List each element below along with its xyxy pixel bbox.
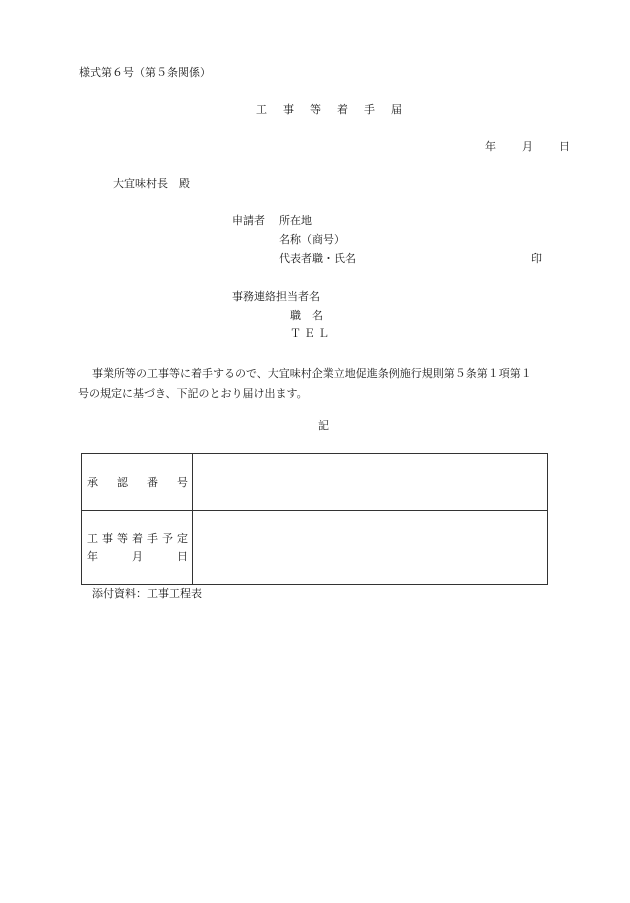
label-char: 予	[162, 531, 173, 545]
date-month: 月	[522, 140, 533, 153]
title-char: 届	[391, 103, 402, 116]
date-line	[485, 141, 570, 152]
table-row-approval	[82, 454, 548, 511]
schedule-date-field[interactable]	[193, 511, 548, 585]
body-line-1: 事業所等の工事等に着手するので、大宜味村企業立地促進条例施行規則第５条第１項第１	[92, 367, 532, 380]
title-char: 手	[364, 103, 375, 116]
title-char: 等	[310, 103, 321, 116]
label-char: 番	[147, 476, 158, 489]
document-title	[256, 104, 402, 115]
label-char: 承	[87, 476, 98, 489]
label-char: 事	[102, 531, 113, 545]
label-char: 号	[177, 476, 188, 489]
label-char: 認	[117, 476, 128, 489]
label-char: 年	[87, 549, 98, 563]
body-line-2: 号の規定に基づき、下記のとおり届け出ます。	[78, 387, 308, 400]
label-char: 着	[132, 531, 143, 545]
recipient: 大宜味村長 殿	[113, 177, 190, 190]
date-year: 年	[485, 140, 496, 153]
schedule-date-label	[82, 511, 193, 585]
ki-heading: 記	[318, 419, 329, 432]
company-name-label: 名称（商号）	[279, 233, 345, 246]
position-label: 職 名	[290, 309, 323, 322]
label-char: 工	[87, 531, 98, 545]
attachment-note: 添付資料：工事工程表	[92, 587, 202, 600]
approval-number-label	[82, 454, 193, 511]
tel-label: ＴＥＬ	[290, 327, 332, 340]
form-number: 様式第６号（第５条関係）	[79, 66, 211, 79]
label-char: 定	[177, 531, 188, 545]
table-row-schedule	[82, 511, 548, 585]
title-char: 着	[337, 103, 348, 116]
title-char: 事	[283, 103, 294, 116]
title-char: 工	[256, 103, 267, 116]
address-label: 所在地	[279, 214, 312, 227]
representative-label: 代表者職・氏名	[279, 252, 356, 265]
date-day: 日	[559, 140, 570, 153]
label-char: 手	[147, 531, 158, 545]
info-table	[81, 453, 548, 585]
seal-mark: 印	[531, 252, 542, 265]
label-char: 等	[117, 531, 128, 545]
body-paragraph	[78, 364, 572, 404]
applicant-label: 申請者	[232, 214, 265, 227]
label-char: 月	[132, 549, 143, 563]
contact-person-label: 事務連絡担当者名	[232, 290, 320, 303]
approval-number-field[interactable]	[193, 454, 548, 511]
label-char: 日	[177, 549, 188, 563]
